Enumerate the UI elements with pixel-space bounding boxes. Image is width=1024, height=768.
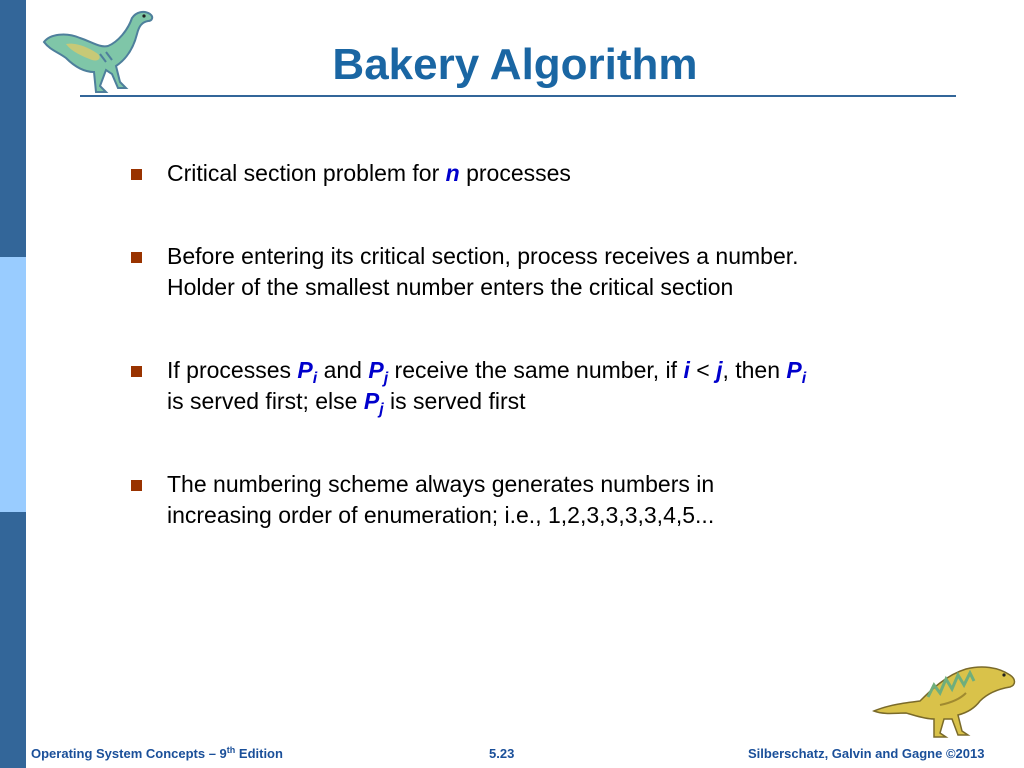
bullet-text: is served first; else [167,388,364,414]
variable-p-i: $P_i$ [297,357,318,387]
sidebar-segment-middle [0,257,26,512]
variable-n: n [445,160,460,186]
bullet-text: Holder of the smallest number enters the critical section [167,274,734,300]
bullet-text: processes [459,160,571,186]
variable-p-j: $P_j$ [368,357,389,387]
bullet-text: Before entering its critical section, process receives a number. [167,243,799,269]
variable-j: j [716,357,723,383]
bullet-item [130,469,900,531]
bullet-text: receive the same number, if [388,357,684,383]
footer-authors: Silberschatz, Galvin and Gagne ©2013 [748,746,985,761]
bullet-text: is served first [383,388,526,414]
bullet-marker [131,480,142,491]
dinosaur-icon [36,8,158,96]
variable-p-j: $P_j$ [363,388,384,418]
sidebar-segment-top [0,0,26,257]
bullet-text: and [317,357,369,383]
bullet-list [130,158,900,531]
footer-book-title: Operating System Concepts – 9th Edition [31,745,283,761]
bullet-text: Critical section problem for [167,160,446,186]
variable-p-i: $P_i$ [786,357,807,387]
bullet-marker [131,252,142,263]
bullet-text: < [689,357,717,383]
bullet-marker [131,366,142,377]
bullet-text: increasing order of enumeration; i.e., 1,2,3,3,3,3,4,5... [167,502,715,528]
bullet-item [130,241,900,303]
bullet-item [130,355,900,417]
footer-page-number: 5.23 [489,746,515,761]
bullet-marker [131,169,142,180]
sidebar-segment-bottom [0,512,26,768]
bullet-text: If processes [167,357,298,383]
slide-title: Bakery Algorithm [332,40,698,89]
dinosaur-icon [870,655,1020,740]
bullet-item [130,158,900,189]
bullet-text: , then [722,357,787,383]
bullet-text: The numbering scheme always generates numbers in [167,471,715,497]
variable-i: i [683,357,690,383]
title-divider [80,95,956,97]
